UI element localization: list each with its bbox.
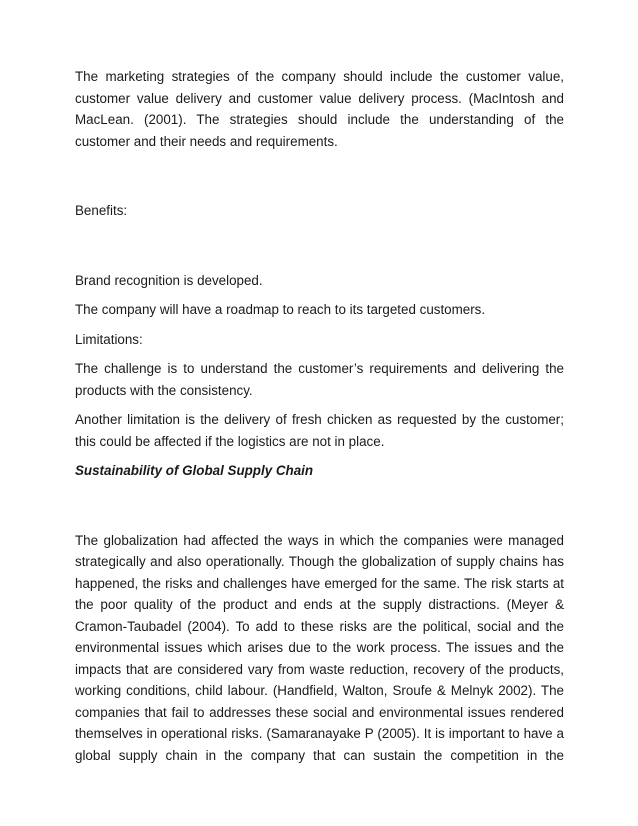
spacer <box>75 291 564 299</box>
section-heading-sustainability: Sustainability of Global Supply Chain <box>75 463 314 478</box>
limitation-item-delivery: Another limitation is the delivery of fresh chicken as requested by the customer; this could be affected if the logistics are not in place. <box>75 412 564 449</box>
benefits-label: Benefits: <box>75 203 128 218</box>
spacer <box>75 321 564 329</box>
spacer <box>75 350 564 358</box>
spacer <box>75 401 564 409</box>
spacer <box>75 452 564 460</box>
paragraph-sustainability: The globalization had affected the ways in which the companies were managed strategically and also operationally. Though the globalization of supply chains has happened, the risks and challenges have emerged for the same. The risk starts at the poor quality of the product and ends at the supply distractions. (Meyer & Cramon-Taubadel (2004). To add to these risks are the political, social and the environmental issues which arises due to the work process. The issues and the impacts that are considered vary from waste reduction, recovery of the products, working conditions, child labour. (Handfield, Walton, Sroufe & Melnyk 2002). The companies that fail to addresses these social and environmental issues rendered themselves in operational risks. (Samaranayake P (2005). It is important to have a global supply chain in the company that can sustain the competition in the <box>75 532 564 763</box>
limitations-label: Limitations: <box>75 331 143 347</box>
paragraph-marketing-strategies: The marketing strategies of the company should include the customer value, customer value delivery and customer value delivery process. (MacIntosh and MacLean. (2001). The strategies should include the understanding of the customer and their needs and requirements. <box>75 69 564 149</box>
document-page <box>75 66 564 766</box>
benefit-item-roadmap: The company will have a roadmap to reach to its targeted customers. <box>75 302 486 317</box>
spacer <box>75 482 564 530</box>
limitation-item-requirements: The challenge is to understand the customer’s requirements and delivering the products with the consistency. <box>75 361 564 398</box>
spacer <box>75 152 564 200</box>
benefit-item-brand-recognition: Brand recognition is developed. <box>75 272 263 288</box>
spacer <box>75 222 564 270</box>
